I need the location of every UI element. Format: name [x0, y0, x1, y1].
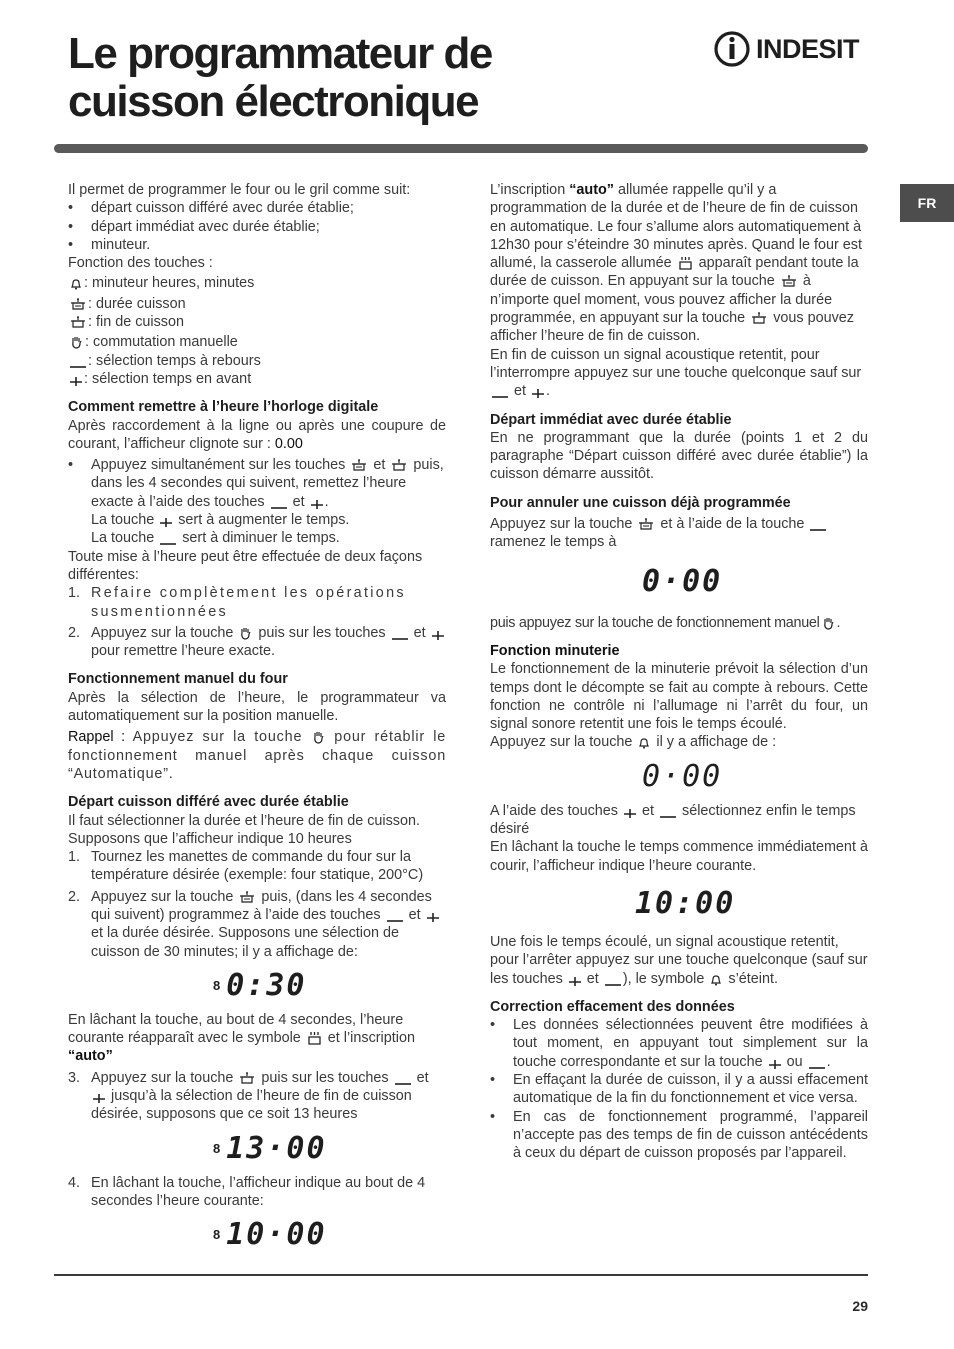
- list-item: • En effaçant la durée de cuisson, il y a aussi effacement automatique de la fin du fonctionnement et vice versa.: [490, 1071, 868, 1107]
- plus-icon: [769, 1057, 781, 1069]
- minus-icon: [387, 912, 403, 922]
- list-item: • départ cuisson différé avec durée établie;: [68, 200, 354, 217]
- paragraph: Rappel : Appuyez sur la touche pour rétablir le fonctionnement manuel après chaque cuisson “Automatique”.: [68, 729, 447, 782]
- page-number: 29: [852, 1298, 868, 1314]
- list-item: • Les données sélectionnées peuvent être modifiées à tout moment, en appuyant tout simplement sur la touche correspondante et sur la touche ou .: [490, 1017, 868, 1070]
- keys-title: Fonction des touches :: [68, 255, 213, 272]
- key-manual-row: : commutation manuelle: [68, 333, 446, 351]
- paragraph: En ne programmant que la durée (points 1 et 2 du paragraphe “Départ cuisson différé avec durée établie”) la cuisson démarre aussitôt.: [490, 429, 868, 483]
- plus-icon: [569, 974, 581, 986]
- pot-end-icon: [70, 316, 86, 329]
- key-end-row: : fin de cuisson: [68, 313, 446, 331]
- plus-icon: [532, 386, 544, 398]
- hand-icon: [312, 730, 325, 744]
- paragraph: En fin de cuisson un signal acoustique retentit, pour l’interrompre appuyez sur une touche quelconque sauf sur et .: [490, 346, 862, 400]
- plus-icon: [70, 374, 82, 386]
- minus-icon: [492, 388, 508, 398]
- key-plus-row: : sélection temps en avant: [68, 370, 446, 388]
- pot-end-icon: [239, 1072, 255, 1085]
- right-column: [490, 181, 868, 1162]
- paragraph: Appuyez sur la touche il y a affichage de :: [490, 734, 777, 751]
- paragraph: Le fonctionnement de la minuterie prévoit la sélection d’un temps dont le décompte se fait au compte à rebours. Cette fonction ne contrôle ni l’allumage ni l’arrêt du four, un signal sonore retentit une fois le temps écoulé.: [490, 661, 868, 733]
- paragraph: L’inscription “auto” allumée rappelle qu’il y a programmation de la durée et de l’heure de fin de cuisson en automatique. Le four s’allume alors automatiquement à 12h30 pour s’éteindre 30 minutes après. Quand le four est allumé, la casserole allumée apparaît pendant toute la durée de cuisson. En appuyant sur la touche à n’importe quel moment, vous pouvez afficher la durée programmée, en appuyant sur la touche vous pouvez afficher l’heure de fin de cuisson.: [490, 182, 862, 345]
- numbered-item: 3. Appuyez sur la touche puis sur les touches et jusqu’à la sélection de l’heure de fin de cuisson désirée, supposons que ce soit 13 heures: [68, 1069, 429, 1123]
- display-readout: 0·00: [642, 564, 723, 600]
- list-item: • départ immédiat avec durée établie;: [68, 218, 320, 235]
- section-heading: Fonctionnement manuel du four: [68, 671, 288, 688]
- pot-lit-icon: [307, 1031, 322, 1045]
- list-item: • Appuyez simultanément sur les touches et puis, dans les 4 secondes qui suivent, remettez l’heure exacte à l’aide des touches et . La touche sert à augmenter le temps. La touche sert à diminuer le temps.: [68, 457, 444, 547]
- numbered-item: 4. En lâchant la touche, l’afficheur indique au bout de 4 secondes l’heure courante:: [68, 1174, 426, 1209]
- footer-rule: [54, 1274, 868, 1276]
- key-timer-row: : minuteur heures, minutes: [68, 274, 446, 292]
- display-readout: 8 10·00: [213, 1217, 327, 1253]
- pot-duration-icon: [351, 459, 367, 472]
- pot-duration-icon: [638, 518, 654, 531]
- list-item: • En cas de fonctionnement programmé, l’appareil n’accepte pas des temps de fin de cuisson antécédents à ceux du départ de cuisson proposés par l’appareil.: [490, 1108, 868, 1162]
- hand-icon: [70, 335, 83, 349]
- indesit-logo-icon: [714, 30, 750, 68]
- paragraph: puis appuyez sur la touche de fonctionnement manuel .: [490, 614, 841, 631]
- minus-icon: [392, 630, 408, 640]
- pot-end-icon: [391, 459, 407, 472]
- minus-icon: [605, 976, 621, 986]
- minus-icon: [271, 499, 287, 509]
- display-readout: 8 13·00: [213, 1130, 327, 1166]
- plus-icon: [93, 1091, 105, 1103]
- paragraph: Toute mise à l’heure peut être effectuée de deux façons différentes:: [68, 548, 423, 583]
- paragraph: En lâchant la touche, au bout de 4 secondes, l’heure courante réapparaît avec le symbole et l’inscription “auto”: [68, 1011, 415, 1065]
- minus-icon: [660, 808, 676, 818]
- plus-icon: [624, 806, 636, 818]
- plus-icon: [432, 628, 444, 640]
- numbered-item: 1. Tournez les manettes de commande du four sur la température désirée (exemple: four statique, 200°C): [68, 849, 424, 884]
- hand-icon: [239, 626, 252, 640]
- pot-duration-icon: [781, 275, 797, 288]
- minus-icon: [395, 1075, 411, 1085]
- section-heading: Départ cuisson différé avec durée établie: [68, 794, 349, 811]
- section-heading: Comment remettre à l’heure l’horloge digitale: [68, 399, 379, 416]
- plus-icon: [160, 515, 172, 527]
- key-minus-row: : sélection temps à rebours: [68, 352, 446, 370]
- paragraph: Après raccordement à la ligne ou après une coupure de courant, l’afficheur clignote sur : 0.00: [68, 417, 446, 452]
- brand-name: INDESIT: [756, 33, 860, 64]
- hand-icon: [822, 616, 835, 630]
- language-tab: FR: [900, 184, 954, 222]
- paragraph: Appuyez sur la touche et à l’aide de la touche ramenez le temps à: [490, 515, 868, 552]
- section-heading: Fonction minuterie: [490, 642, 620, 659]
- plus-icon: [427, 910, 439, 922]
- pot-duration-icon: [239, 891, 255, 904]
- page-title: Le programmateur de cuisson électronique: [68, 29, 492, 126]
- list-item: • minuteur.: [68, 236, 151, 253]
- header-rule: [54, 144, 868, 153]
- display-readout: 8 0:30: [213, 967, 307, 1003]
- brand-logo: [714, 30, 859, 68]
- pot-end-icon: [751, 312, 767, 325]
- section-heading: Correction effacement des données: [490, 998, 735, 1015]
- pot-lit-icon: [678, 256, 693, 270]
- minus-icon: [70, 358, 86, 368]
- bell-icon: [70, 278, 82, 290]
- numbered-item: 2. Appuyez sur la touche puis, (dans les 4 secondes qui suivent) programmez à l’aide des touches et et la durée désirée. Supposons une sélection de cuisson de 30 minutes; il y a affichage de:: [68, 888, 446, 961]
- bell-icon: [710, 974, 722, 986]
- display-readout: 10:00: [635, 885, 736, 921]
- plus-icon: [311, 497, 323, 509]
- numbered-item: 1. Refaire complètement les opérations susmentionnées: [68, 585, 406, 620]
- paragraph: Il faut sélectionner la durée et l’heure de fin de cuisson. Supposons que l’afficheur indique 10 heures: [68, 812, 420, 847]
- intro-text: Il permet de programmer le four ou le gril comme suit:: [68, 182, 411, 198]
- minus-icon: [809, 1059, 825, 1069]
- left-column: [68, 181, 446, 1260]
- bell-icon: [638, 737, 650, 749]
- paragraph: Après la sélection de l’heure, le programmateur va automatiquement sur la position manuelle.: [68, 689, 446, 725]
- minus-icon: [810, 521, 826, 531]
- numbered-item: 2. Appuyez sur la touche puis sur les touches et pour remettre l’heure exacte.: [68, 624, 446, 661]
- display-readout: 0·00: [642, 758, 723, 794]
- paragraph: Une fois le temps écoulé, un signal acoustique retentit, pour l’arrêter appuyez sur une touche quelconque (sauf sur les touches et ), le symbole s’éteint.: [490, 933, 868, 987]
- pot-duration-icon: [70, 298, 86, 311]
- paragraph: En lâchant la touche le temps commence immédiatement à courir, l’afficheur indique l’heure courante.: [490, 839, 868, 874]
- section-heading: Départ immédiat avec durée établie: [490, 411, 732, 428]
- paragraph: A l’aide des touches et sélectionnez enfin le temps désiré: [490, 802, 856, 838]
- section-heading: Pour annuler une cuisson déjà programmée: [490, 494, 791, 511]
- minus-icon: [160, 535, 176, 545]
- key-duration-row: : durée cuisson: [68, 295, 446, 313]
